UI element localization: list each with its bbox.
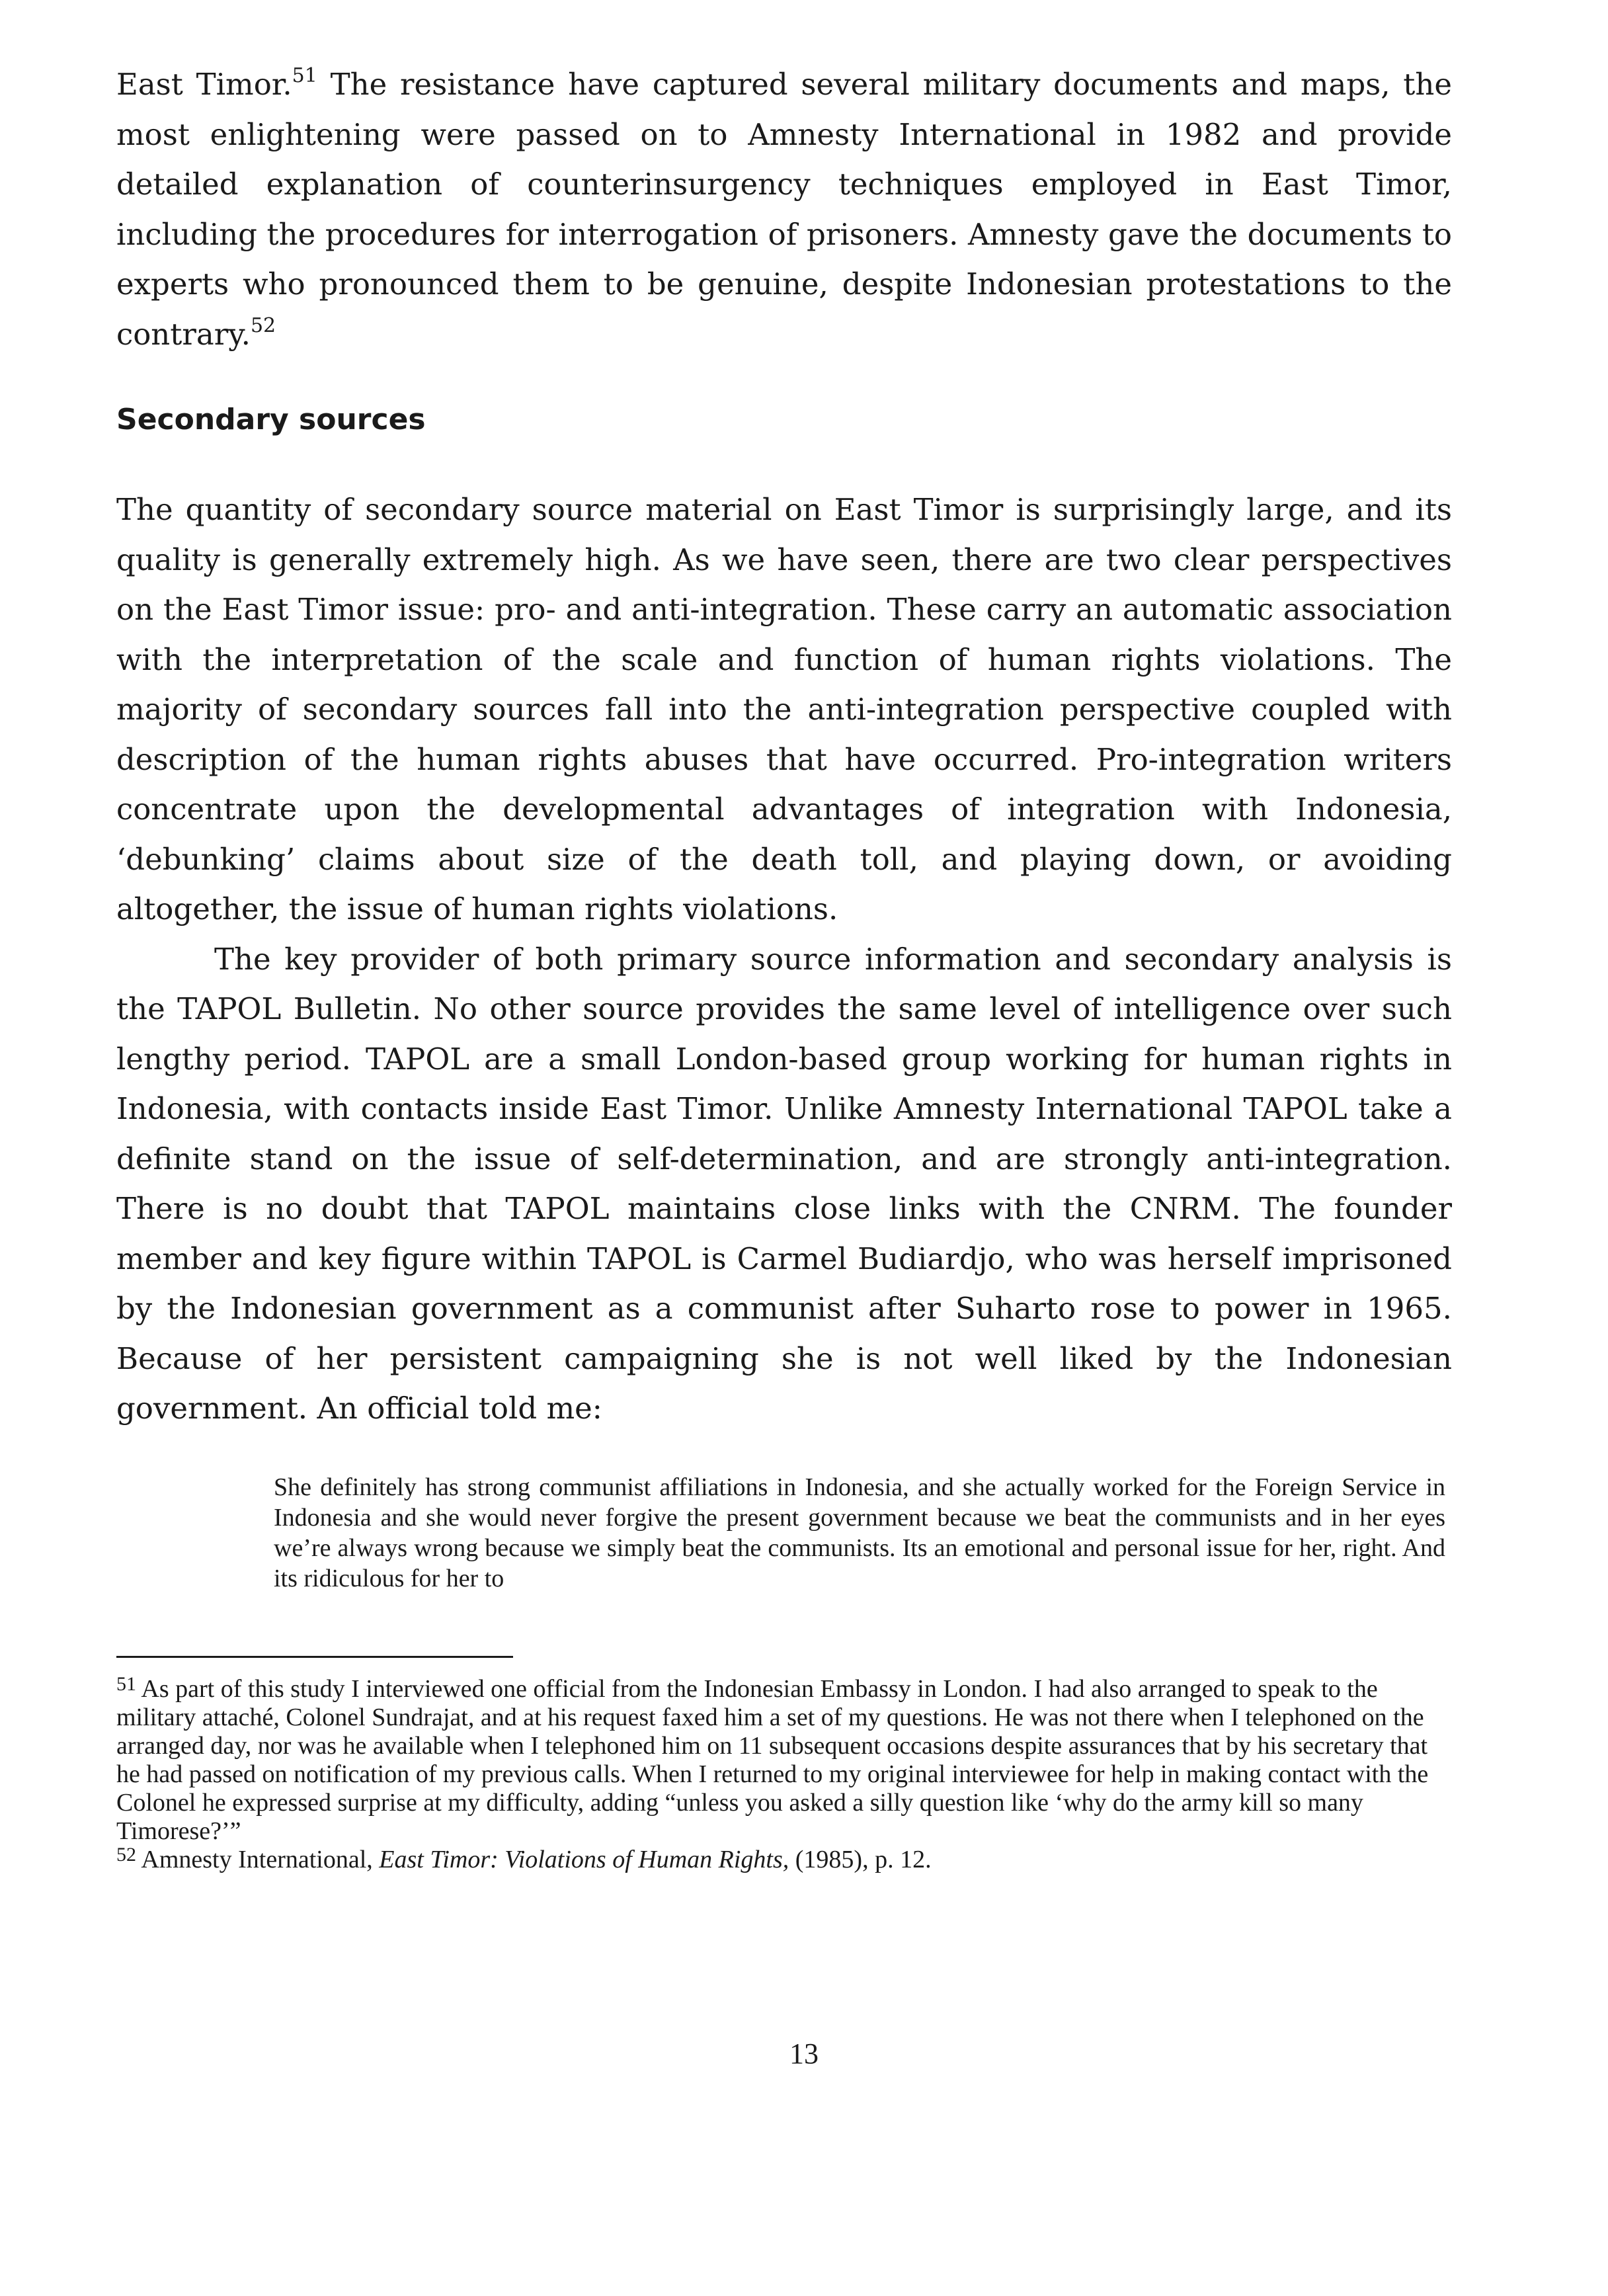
footnote-ref-51: 51 bbox=[292, 64, 317, 87]
footnote-text-52-after: (1985), p. 12. bbox=[789, 1845, 932, 1873]
document-page bbox=[116, 60, 1452, 1874]
continuation-text-start: East Timor. bbox=[116, 67, 292, 102]
footnote-51 bbox=[116, 1672, 1452, 1846]
footnote-52-title: East Timor: Violations of Human Rights, bbox=[379, 1845, 789, 1873]
footnote-text-52-before: Amnesty International, bbox=[141, 1845, 380, 1873]
footnote-number-51: 51 bbox=[116, 1672, 136, 1695]
footnote-52 bbox=[116, 1843, 1452, 1874]
page-number: 13 bbox=[789, 2037, 819, 2070]
continuation-paragraph bbox=[116, 60, 1452, 359]
footnote-ref-52: 52 bbox=[250, 313, 276, 337]
continuation-text-body: The resistance have captured several military documents and maps, the most enlightening were passed on to Amnesty International in 1982 and provide detailed explanation of counterinsurgency techniques employed in East Timor, including the procedures for interrogation of prisoners. Amnesty gave the documents to experts who pronounced them to be genuine, despite Indonesian protestations to the contrary. bbox=[116, 67, 1452, 352]
footnote-separator bbox=[116, 1656, 513, 1658]
footnote-text-51: As part of this study I interviewed one official from the Indonesian Embassy in London. I had also arranged to speak to the military attaché, Colonel Sundrajat, and at his request faxed him a set of my questions. He was not there when I telephoned on the arranged day, nor was he available when I telephoned him on 11 subsequent occasions despite assurances that by his secretary that he had passed on notification of my previous calls. When I returned to my original interviewee for help in making contact with the Colonel he expressed surprise at my difficulty, adding “unless you asked a silly question like ‘why do the army kill so many Timorese?’” bbox=[116, 1674, 1429, 1845]
block-quote: She definitely has strong communist affiliations in Indonesia, and she actually worked for the Foreign Service in Indonesia and she would never forgive the present government because we beat the communists and in her eyes we’re always wrong because we simply beat the communists. Its an emotional and personal issue for her, right. And its ridiculous for her to bbox=[274, 1473, 1445, 1592]
footnotes bbox=[116, 1672, 1452, 1874]
paragraph-2: The key provider of both primary source information and secondary analysis is the TAPOL Bulletin. No other source provides the same level of intelligence over such lengthy period. TAPOL are a small London-based group working for human rights in Indonesia, with contacts inside East Timor. Unlike Amnesty International TAPOL take a definite stand on the issue of self-determination, and are strongly anti-integration. There is no doubt that TAPOL maintains close links with the CNRM. The founder member and key figure within TAPOL is Carmel Budiardjo, who was herself imprisoned by the Indonesian government as a communist after Suharto rose to power in 1965. Because of her persistent campaigning she is not well liked by the Indonesian government. An official told me: bbox=[116, 941, 1452, 1426]
section-heading: Secondary sources bbox=[116, 403, 426, 436]
paragraph-1: The quantity of secondary source material on East Timor is surprisingly large, and its quality is generally extremely high. As we have seen, there are two clear perspectives on the East Timor issue: pro- and anti-integration. These carry an automatic association with the interpretation of the scale and function of human rights violations. The majority of secondary sources fall into the anti-integration perspective coupled with description of the human rights abuses that have occurred. Pro-integration writers concentrate upon the developmental advantages of integration with Indonesia, ‘debunking’ claims about size of the death toll, and playing down, or avoiding altogether, the issue of human rights violations. bbox=[116, 492, 1452, 926]
footnote-number-52: 52 bbox=[116, 1843, 136, 1866]
